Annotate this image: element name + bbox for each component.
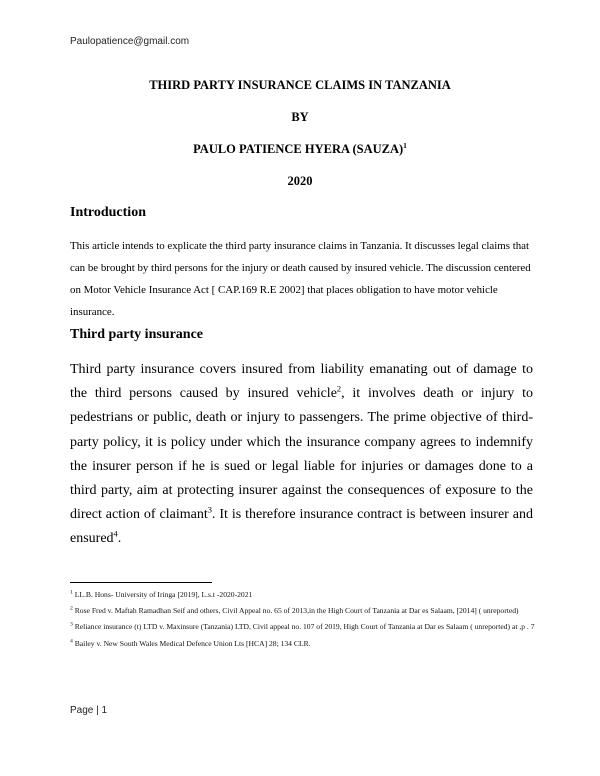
footnote-text: LL.B. Hons- University of Iringa [2019], L.s.t -2020-2021 bbox=[72, 590, 253, 599]
footnote-number: 2 bbox=[70, 605, 73, 612]
footnote-number: 4 bbox=[70, 638, 73, 645]
document-title: THIRD PARTY INSURANCE CLAIMS IN TANZANIA bbox=[149, 78, 451, 92]
footnote-item bbox=[70, 619, 540, 635]
third-party-paragraph bbox=[70, 358, 533, 552]
title-by: BY bbox=[291, 110, 309, 124]
footnote-item bbox=[70, 636, 540, 652]
author-line bbox=[0, 142, 600, 157]
page-number: Page | 1 bbox=[70, 705, 108, 716]
author-name: PAULO PATIENCE HYERA (SAUZA) bbox=[193, 142, 404, 156]
third-party-heading: Third party insurance bbox=[70, 327, 204, 342]
footnote-text: Reliance insurance (t) LTD v. Maxinsure (Tanzania) LTD, Civil appeal no. 107 of 2019, High Court of Tanzania at Dar es Salaam ( unreported) at ,p . 7 bbox=[72, 622, 535, 632]
footnotes bbox=[70, 587, 540, 652]
header-email: Paulopatience@gmail.com bbox=[70, 36, 190, 47]
footnote-item bbox=[70, 603, 540, 619]
footnote-text: Rose Fred v. Maftah Ramadhan Seif and others, Civil Appeal no. 65 of 2013,in the High Court of Tanzania at Dar es Salaam, [2014] ( unreported) bbox=[72, 606, 519, 616]
footnote-number: 3 bbox=[70, 621, 73, 628]
introduction-paragraph: This article intends to explicate the third party insurance claims in Tanzania. It discusses legal claims that can be brought by third persons for the injury or death caused by insured vehicle. The discussion centered on Motor Vehicle Insurance Act [ CAP.169 R.E 2002] that places obligation to have motor vehicle insurance. bbox=[70, 240, 531, 318]
footnote-separator bbox=[70, 582, 212, 583]
footnote-ref-3[interactable]: 3 bbox=[207, 505, 212, 515]
paragraph-text: . bbox=[117, 531, 122, 547]
footnote-ref-1[interactable]: 1 bbox=[403, 140, 407, 150]
paragraph-text: . It is therefore insurance contract is between insurer and ensured bbox=[70, 507, 533, 547]
footnote-item bbox=[70, 587, 540, 603]
footnote-number: 1 bbox=[70, 589, 73, 596]
paragraph-text: Third party insurance covers insured from liability emanating out of damage to the third persons caused by insured vehicle bbox=[70, 362, 533, 402]
footnote-text: Bailey v. New South Wales Medical Defence Union Lts [HCA] 28; 134 CLR. bbox=[72, 638, 311, 648]
introduction-heading: Introduction bbox=[70, 205, 146, 220]
footnote-ref-2[interactable]: 2 bbox=[336, 384, 342, 394]
footnote-ref-4[interactable]: 4 bbox=[113, 529, 118, 539]
paragraph-text: , it involves death or injury to pedestrians or public, death or injury to passengers. The prime objective of third- party policy, it is policy under which the insurance company agrees to indemnify the insurer person if he is sued or legal liable for injuries or damages done to a third party, aim at protecting insurer against the consequences of exposure to the direct action of claimant bbox=[70, 386, 534, 523]
publication-year: 2020 bbox=[287, 174, 313, 188]
